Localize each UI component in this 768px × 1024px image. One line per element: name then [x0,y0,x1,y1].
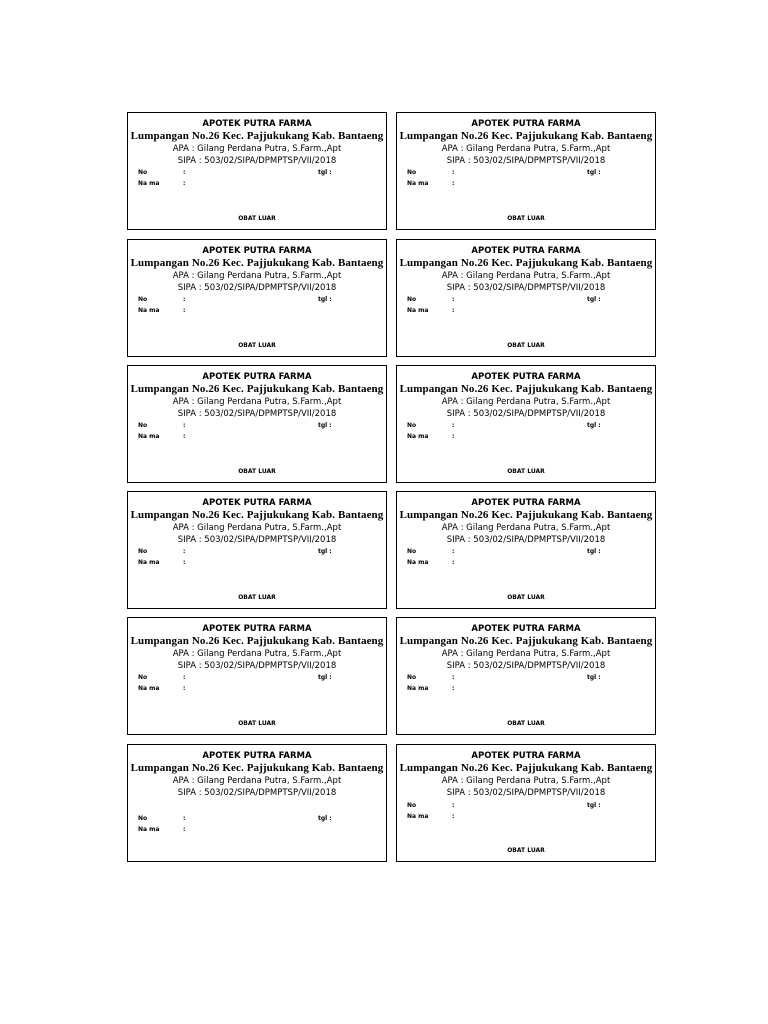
nama-row [138,685,376,695]
pharmacist-sipa: SIPA : 503/02/SIPA/DPMPTSP/VII/2018 [446,283,606,293]
no-row [407,674,645,684]
pharmacist-apa: APA : Gilang Perdana Putra, S.Farm.,Apt [441,776,611,786]
nama-label: Na ma [138,307,160,314]
no-colon: : [452,548,455,555]
tgl-label: tgl : [318,548,332,555]
pharmacy-name: APOTEK PUTRA FARMA [471,751,581,761]
pharmacy-address: Lumpangan No.26 Kec. Pajjukukang Kab. Bantaeng [130,130,384,142]
nama-row [138,307,376,317]
pharmacist-apa: APA : Gilang Perdana Putra, S.Farm.,Apt [172,144,342,154]
nama-row [407,433,645,443]
tgl-label: tgl : [587,802,601,809]
nama-colon: : [452,307,455,314]
usage-footer: OBAT LUAR [507,215,545,222]
no-label: No [138,674,148,681]
pharmacy-address: Lumpangan No.26 Kec. Pajjukukang Kab. Bantaeng [130,257,384,269]
nama-label: Na ma [138,826,160,833]
tgl-label: tgl : [318,169,332,176]
pharmacy-label [396,112,656,230]
pharmacy-name: APOTEK PUTRA FARMA [471,246,581,256]
pharmacy-address: Lumpangan No.26 Kec. Pajjukukang Kab. Bantaeng [399,130,653,142]
no-row [138,422,376,432]
pharmacy-name: APOTEK PUTRA FARMA [202,372,312,382]
usage-footer: OBAT LUAR [507,468,545,475]
nama-row [407,813,645,823]
nama-row [138,826,376,836]
pharmacist-apa: APA : Gilang Perdana Putra, S.Farm.,Apt [172,271,342,281]
pharmacist-sipa: SIPA : 503/02/SIPA/DPMPTSP/VII/2018 [177,283,337,293]
tgl-label: tgl : [318,674,332,681]
no-colon: : [183,296,186,303]
pharmacy-label [127,744,387,862]
pharmacy-address: Lumpangan No.26 Kec. Pajjukukang Kab. Bantaeng [399,257,653,269]
no-row [407,422,645,432]
no-colon: : [452,802,455,809]
pharmacist-sipa: SIPA : 503/02/SIPA/DPMPTSP/VII/2018 [446,661,606,671]
nama-label: Na ma [407,813,429,820]
nama-label: Na ma [407,180,429,187]
nama-colon: : [452,180,455,187]
no-colon: : [452,674,455,681]
no-colon: : [183,815,186,822]
pharmacist-apa: APA : Gilang Perdana Putra, S.Farm.,Apt [441,523,611,533]
no-row [407,169,645,179]
no-colon: : [183,548,186,555]
usage-footer: OBAT LUAR [238,342,276,349]
nama-colon: : [183,433,186,440]
pharmacy-name: APOTEK PUTRA FARMA [471,372,581,382]
nama-row [138,433,376,443]
no-colon: : [452,169,455,176]
no-row [407,802,645,812]
nama-row [407,685,645,695]
nama-colon: : [452,559,455,566]
pharmacy-name: APOTEK PUTRA FARMA [202,498,312,508]
no-row [407,548,645,558]
no-label: No [407,422,417,429]
no-row [138,548,376,558]
nama-colon: : [183,307,186,314]
pharmacy-name: APOTEK PUTRA FARMA [202,624,312,634]
no-row [138,296,376,306]
nama-row [138,559,376,569]
no-label: No [138,422,148,429]
no-colon: : [183,169,186,176]
nama-colon: : [183,559,186,566]
pharmacy-label [127,112,387,230]
pharmacy-address: Lumpangan No.26 Kec. Pajjukukang Kab. Bantaeng [130,509,384,521]
no-colon: : [452,422,455,429]
usage-footer: OBAT LUAR [507,720,545,727]
no-label: No [138,815,148,822]
no-colon: : [183,674,186,681]
usage-footer: OBAT LUAR [507,342,545,349]
no-colon: : [183,422,186,429]
pharmacist-apa: APA : Gilang Perdana Putra, S.Farm.,Apt [441,271,611,281]
tgl-label: tgl : [318,296,332,303]
tgl-label: tgl : [587,296,601,303]
no-label: No [407,548,417,555]
pharmacist-apa: APA : Gilang Perdana Putra, S.Farm.,Apt [441,649,611,659]
pharmacy-address: Lumpangan No.26 Kec. Pajjukukang Kab. Bantaeng [399,635,653,647]
pharmacist-sipa: SIPA : 503/02/SIPA/DPMPTSP/VII/2018 [177,535,337,545]
no-row [138,169,376,179]
no-label: No [138,548,148,555]
nama-label: Na ma [407,433,429,440]
nama-colon: : [452,685,455,692]
no-row [407,296,645,306]
pharmacist-apa: APA : Gilang Perdana Putra, S.Farm.,Apt [441,397,611,407]
pharmacist-sipa: SIPA : 503/02/SIPA/DPMPTSP/VII/2018 [446,788,606,798]
pharmacy-name: APOTEK PUTRA FARMA [471,119,581,129]
tgl-label: tgl : [587,674,601,681]
nama-colon: : [452,433,455,440]
usage-footer: OBAT LUAR [238,720,276,727]
no-label: No [138,296,148,303]
nama-colon: : [183,180,186,187]
pharmacist-apa: APA : Gilang Perdana Putra, S.Farm.,Apt [172,523,342,533]
no-row [138,674,376,684]
pharmacy-label [396,617,656,735]
pharmacist-apa: APA : Gilang Perdana Putra, S.Farm.,Apt [172,649,342,659]
pharmacy-address: Lumpangan No.26 Kec. Pajjukukang Kab. Bantaeng [130,635,384,647]
usage-footer: OBAT LUAR [238,215,276,222]
no-label: No [407,169,417,176]
pharmacy-label [396,239,656,357]
usage-footer: OBAT LUAR [507,847,545,854]
nama-label: Na ma [138,433,160,440]
nama-colon: : [183,826,186,833]
nama-row [407,559,645,569]
nama-label: Na ma [407,685,429,692]
nama-label: Na ma [138,685,160,692]
no-colon: : [452,296,455,303]
pharmacy-label [127,617,387,735]
pharmacy-address: Lumpangan No.26 Kec. Pajjukukang Kab. Bantaeng [130,383,384,395]
pharmacist-apa: APA : Gilang Perdana Putra, S.Farm.,Apt [172,397,342,407]
tgl-label: tgl : [587,169,601,176]
nama-label: Na ma [407,307,429,314]
pharmacist-sipa: SIPA : 503/02/SIPA/DPMPTSP/VII/2018 [177,409,337,419]
pharmacy-address: Lumpangan No.26 Kec. Pajjukukang Kab. Bantaeng [399,509,653,521]
no-label: No [138,169,148,176]
nama-colon: : [183,685,186,692]
usage-footer: OBAT LUAR [507,594,545,601]
tgl-label: tgl : [318,815,332,822]
nama-label: Na ma [407,559,429,566]
pharmacy-label [396,365,656,483]
pharmacy-label [396,491,656,609]
no-label: No [407,296,417,303]
pharmacy-address: Lumpangan No.26 Kec. Pajjukukang Kab. Bantaeng [399,762,653,774]
pharmacy-label [127,365,387,483]
pharmacy-label [396,744,656,862]
pharmacy-name: APOTEK PUTRA FARMA [202,246,312,256]
pharmacist-sipa: SIPA : 503/02/SIPA/DPMPTSP/VII/2018 [446,156,606,166]
nama-row [138,180,376,190]
pharmacy-name: APOTEK PUTRA FARMA [202,751,312,761]
pharmacist-sipa: SIPA : 503/02/SIPA/DPMPTSP/VII/2018 [177,156,337,166]
pharmacy-name: APOTEK PUTRA FARMA [471,498,581,508]
usage-footer: OBAT LUAR [238,468,276,475]
pharmacy-label [127,491,387,609]
nama-row [407,180,645,190]
tgl-label: tgl : [318,422,332,429]
usage-footer: OBAT LUAR [238,594,276,601]
pharmacy-address: Lumpangan No.26 Kec. Pajjukukang Kab. Bantaeng [399,383,653,395]
nama-label: Na ma [138,559,160,566]
pharmacist-apa: APA : Gilang Perdana Putra, S.Farm.,Apt [441,144,611,154]
tgl-label: tgl : [587,422,601,429]
no-label: No [407,802,417,809]
pharmacist-sipa: SIPA : 503/02/SIPA/DPMPTSP/VII/2018 [446,535,606,545]
pharmacy-label [127,239,387,357]
pharmacy-name: APOTEK PUTRA FARMA [471,624,581,634]
pharmacist-apa: APA : Gilang Perdana Putra, S.Farm.,Apt [172,776,342,786]
pharmacist-sipa: SIPA : 503/02/SIPA/DPMPTSP/VII/2018 [177,788,337,798]
tgl-label: tgl : [587,548,601,555]
pharmacy-address: Lumpangan No.26 Kec. Pajjukukang Kab. Bantaeng [130,762,384,774]
pharmacist-sipa: SIPA : 503/02/SIPA/DPMPTSP/VII/2018 [177,661,337,671]
no-label: No [407,674,417,681]
nama-label: Na ma [138,180,160,187]
nama-row [407,307,645,317]
pharmacy-name: APOTEK PUTRA FARMA [202,119,312,129]
nama-colon: : [452,813,455,820]
pharmacist-sipa: SIPA : 503/02/SIPA/DPMPTSP/VII/2018 [446,409,606,419]
no-row [138,815,376,825]
